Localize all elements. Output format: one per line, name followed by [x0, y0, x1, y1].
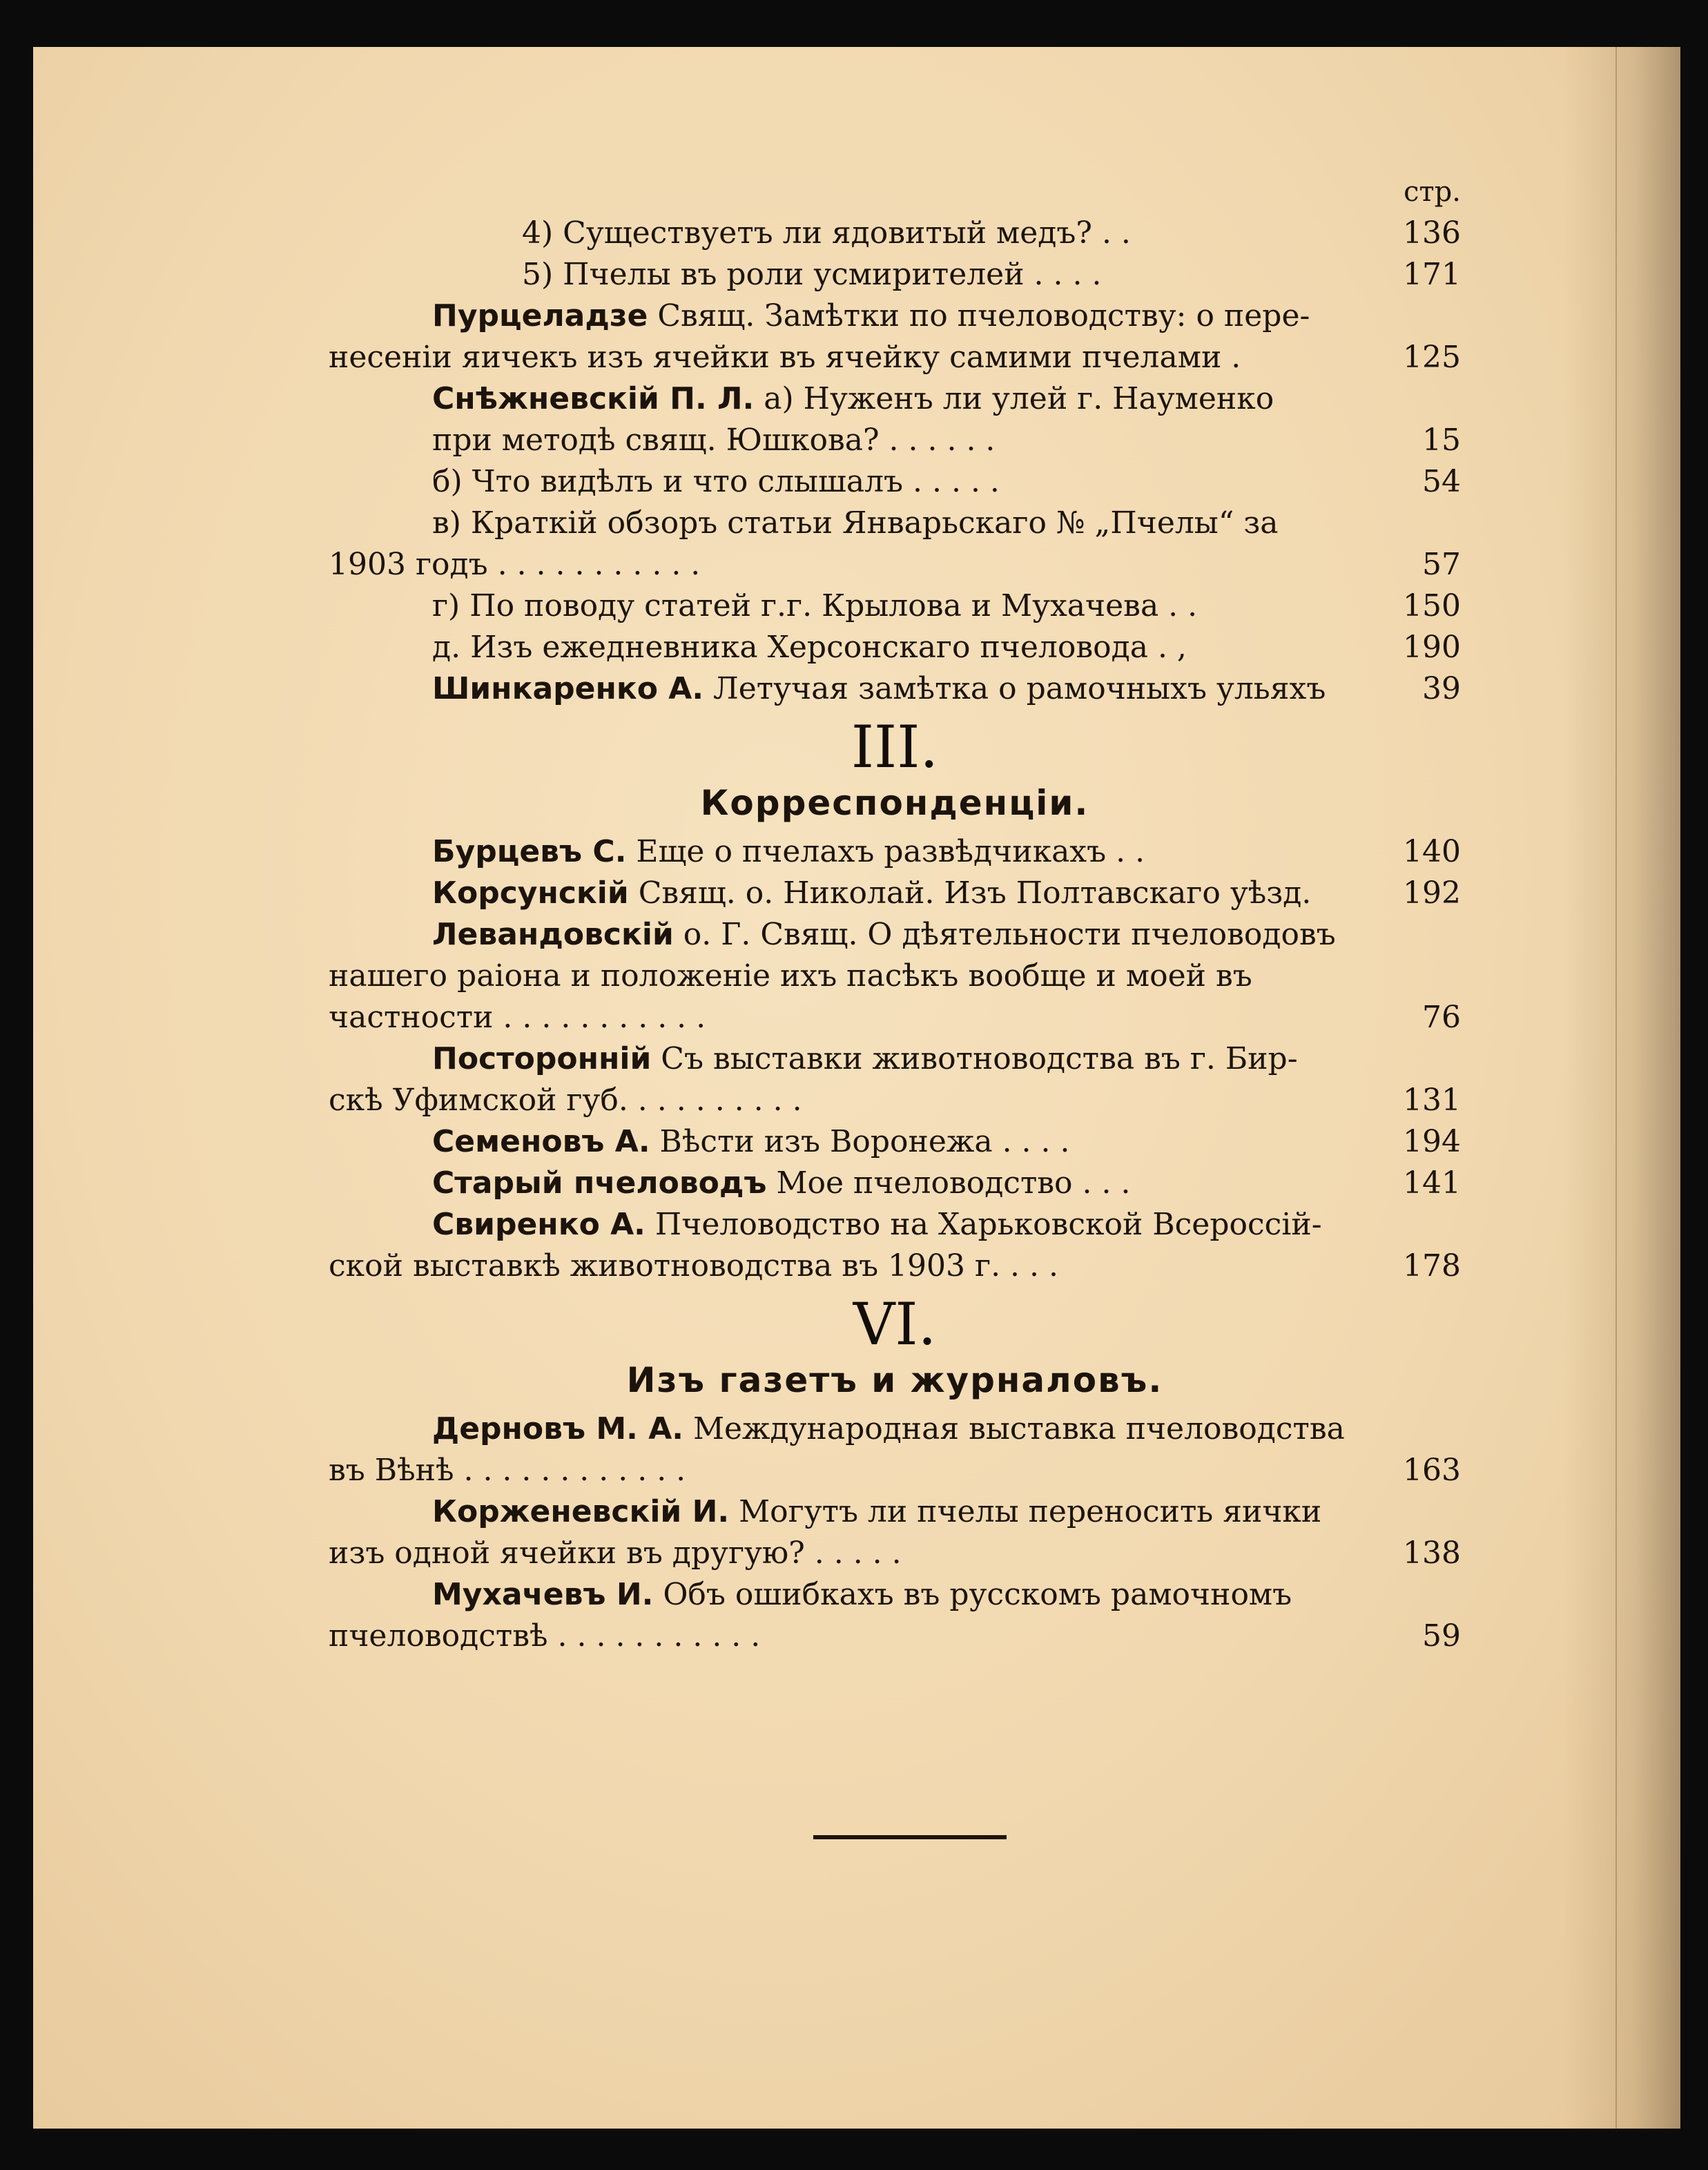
- toc-entry-line: [329, 503, 1461, 544]
- entry-title: б) Что видѣлъ и что слышалъ: [432, 464, 904, 499]
- dot-leader: . . . .: [1024, 257, 1102, 292]
- entry-author: Снѣжневскій П. Л.: [432, 381, 755, 416]
- dot-leader: . . . . . . . . . . . .: [454, 1453, 686, 1488]
- dot-leader: . . . . .: [804, 1536, 902, 1571]
- toc-entry: [329, 873, 1461, 914]
- toc-entry: [329, 1163, 1461, 1204]
- toc-entry: [329, 1121, 1461, 1163]
- entry-title: о. Г. Свящ. О дѣятельности пчеловодовъ: [673, 917, 1336, 952]
- entry-title: Объ ошибкахъ въ русскомъ рамочномъ: [653, 1577, 1292, 1612]
- dot-leader: . .: [1091, 215, 1131, 251]
- dot-leader: . . . . .: [903, 464, 1000, 499]
- entry-title: 5) Пчелы въ роли усмирителей: [522, 257, 1025, 292]
- dot-leader: .: [1221, 340, 1241, 375]
- entry-author: Пурцеладзе: [432, 298, 648, 333]
- page-number: 141: [1403, 1165, 1461, 1201]
- toc-entry: [329, 420, 1461, 461]
- closing-rule: [813, 1835, 1007, 1839]
- dot-leader: . . .: [1000, 1248, 1058, 1283]
- dot-leader: . . . . . . . . . . .: [493, 1000, 706, 1035]
- entry-title: Летучая замѣтка о рамочныхъ ульяхъ: [703, 671, 1326, 706]
- entry-author: Семеновъ А.: [432, 1124, 650, 1159]
- entry-title: Мое пчеловодство: [766, 1165, 1073, 1201]
- entry-title-continued: въ Вѣнѣ: [329, 1453, 454, 1488]
- toc-entry-line: [329, 1038, 1461, 1080]
- entry-title-continued: нашего раіона и положеніе ихъ пасѣкъ вообще и моей въ: [329, 958, 1252, 994]
- entry-author: Шинкаренко А.: [432, 671, 704, 706]
- toc-entry: [329, 461, 1461, 503]
- dot-leader: . .: [1158, 588, 1198, 623]
- toc-entry: [329, 627, 1461, 668]
- table-of-contents: [329, 178, 1461, 1657]
- entry-title: 4) Существуетъ ли ядовитый медъ?: [522, 215, 1092, 251]
- toc-entry-line: [329, 1080, 1461, 1121]
- section-heading: Корреспонденціи.: [700, 783, 1089, 823]
- page-number: 178: [1403, 1248, 1461, 1283]
- entry-author: Левандовскій: [432, 917, 674, 952]
- dot-leader: . .: [1106, 834, 1145, 869]
- entry-title-continued: скѣ Уфимской губ.: [329, 1083, 628, 1118]
- entry-author: Старый пчеловодъ: [432, 1165, 767, 1201]
- entry-title: а) Нуженъ ли улей г. Науменко: [754, 381, 1274, 416]
- toc-entry: [329, 213, 1461, 254]
- entry-author: Бурцевъ С.: [432, 834, 627, 869]
- entry-author: Дерновъ М. А.: [432, 1411, 683, 1446]
- section-numeral: VI.: [853, 1290, 937, 1358]
- toc-entry: [329, 831, 1461, 873]
- dot-leader: . . . . . . . . .: [628, 1083, 802, 1118]
- dot-leader: . . .: [1072, 1165, 1131, 1201]
- page-fold-line: [1615, 47, 1617, 2129]
- toc-entry-line: [329, 997, 1461, 1038]
- page-column-label: стр.: [1404, 176, 1461, 208]
- entry-title: д. Изъ ежедневника Херсонскаго пчеловода: [432, 630, 1148, 665]
- toc-entry-line: [329, 1450, 1461, 1491]
- page-number: 15: [1422, 423, 1461, 458]
- toc-entry-line: [329, 1408, 1461, 1450]
- toc-entry: [329, 668, 1461, 710]
- page-number: 194: [1403, 1124, 1461, 1159]
- toc-entry-line: [329, 1491, 1461, 1533]
- entry-title: Свящ. о. Николай. Изъ Полтавскаго уѣзд.: [628, 875, 1312, 911]
- entry-title: Пчеловодство на Харьковской Всероссій-: [645, 1207, 1322, 1242]
- entry-title: Международная выставка пчеловодства: [683, 1411, 1345, 1446]
- toc-entry-line: [329, 1574, 1461, 1616]
- dot-leader: . . . .: [992, 1124, 1070, 1159]
- entry-title: г) По поводу статей г.г. Крылова и Мухачева: [432, 588, 1159, 623]
- toc-entry-line: [329, 1246, 1461, 1287]
- page-number: 125: [1403, 340, 1461, 375]
- page-number: 150: [1403, 588, 1461, 623]
- page-number: 138: [1403, 1536, 1461, 1571]
- entry-author: Корженевскій И.: [432, 1494, 730, 1529]
- entry-author: Свиренко А.: [432, 1207, 646, 1242]
- entry-title: Могутъ ли пчелы переносить яички: [729, 1494, 1322, 1529]
- toc-entry: [329, 585, 1461, 627]
- entry-title: в) Краткій обзоръ статьи Январьскаго № „Пчелы“ за: [432, 505, 1279, 541]
- entry-author: Мухачевъ И.: [432, 1577, 654, 1612]
- toc-entry-line: [329, 337, 1461, 378]
- toc-entry-line: [329, 378, 1461, 420]
- toc-entry-line: [329, 296, 1461, 337]
- page-number: 59: [1422, 1618, 1461, 1654]
- entry-title: Свящ. Замѣтки по пчеловодству: о пере-: [648, 298, 1310, 333]
- entry-author: Посторонній: [432, 1041, 652, 1076]
- section-heading: Изъ газетъ и журналовъ.: [626, 1360, 1163, 1400]
- toc-entry-line: [329, 914, 1461, 956]
- page-number: 54: [1422, 464, 1461, 499]
- entry-title: Вѣсти изъ Воронежа: [650, 1124, 993, 1159]
- toc-entry-line: [329, 1204, 1461, 1246]
- toc-entry: [329, 254, 1461, 296]
- dot-leader: . . . . . . . . . . .: [547, 1618, 761, 1654]
- page-number: 57: [1422, 547, 1461, 582]
- page-column-label-row: [329, 178, 1461, 206]
- page-number: 136: [1403, 215, 1461, 251]
- entry-title-continued: несеніи яичекъ изъ ячейки въ ячейку самими пчелами: [329, 340, 1222, 375]
- page-number: 131: [1403, 1083, 1461, 1118]
- entry-title-continued: изъ одной ячейки въ другую?: [329, 1536, 805, 1571]
- dot-leader: . . . . . .: [879, 423, 996, 458]
- page-number: 76: [1422, 1000, 1461, 1035]
- dot-leader: . ,: [1147, 630, 1187, 665]
- toc-entry-line: [329, 956, 1461, 997]
- page-number: 39: [1422, 671, 1461, 706]
- dot-leader: . . . . . . . . . . .: [487, 547, 701, 582]
- entry-title: Еще о пчелахъ развѣдчикахъ: [626, 834, 1107, 869]
- entry-title: Съ выставки животноводства въ г. Бир-: [651, 1041, 1298, 1076]
- entry-author: Корсунскій: [432, 875, 629, 911]
- page-number: 163: [1403, 1453, 1461, 1488]
- page-number: 140: [1403, 834, 1461, 869]
- entry-title-continued: частности: [329, 1000, 494, 1035]
- book-page: [33, 47, 1680, 2129]
- entry-title-continued: пчеловодствѣ: [329, 1618, 548, 1654]
- entry-title-continued: 1903 годъ: [329, 547, 488, 582]
- page-number: 171: [1403, 257, 1461, 292]
- toc-entry-line: [329, 544, 1461, 585]
- toc-entry-line: [329, 1616, 1461, 1657]
- page-number: 190: [1403, 630, 1461, 665]
- page-number: 192: [1403, 875, 1461, 911]
- toc-entry-line: [329, 1533, 1461, 1574]
- entry-title-continued: ской выставкѣ животноводства въ 1903 г.: [329, 1248, 1001, 1283]
- entry-title: при методѣ свящ. Юшкова?: [432, 423, 880, 458]
- section-numeral: III.: [851, 713, 939, 781]
